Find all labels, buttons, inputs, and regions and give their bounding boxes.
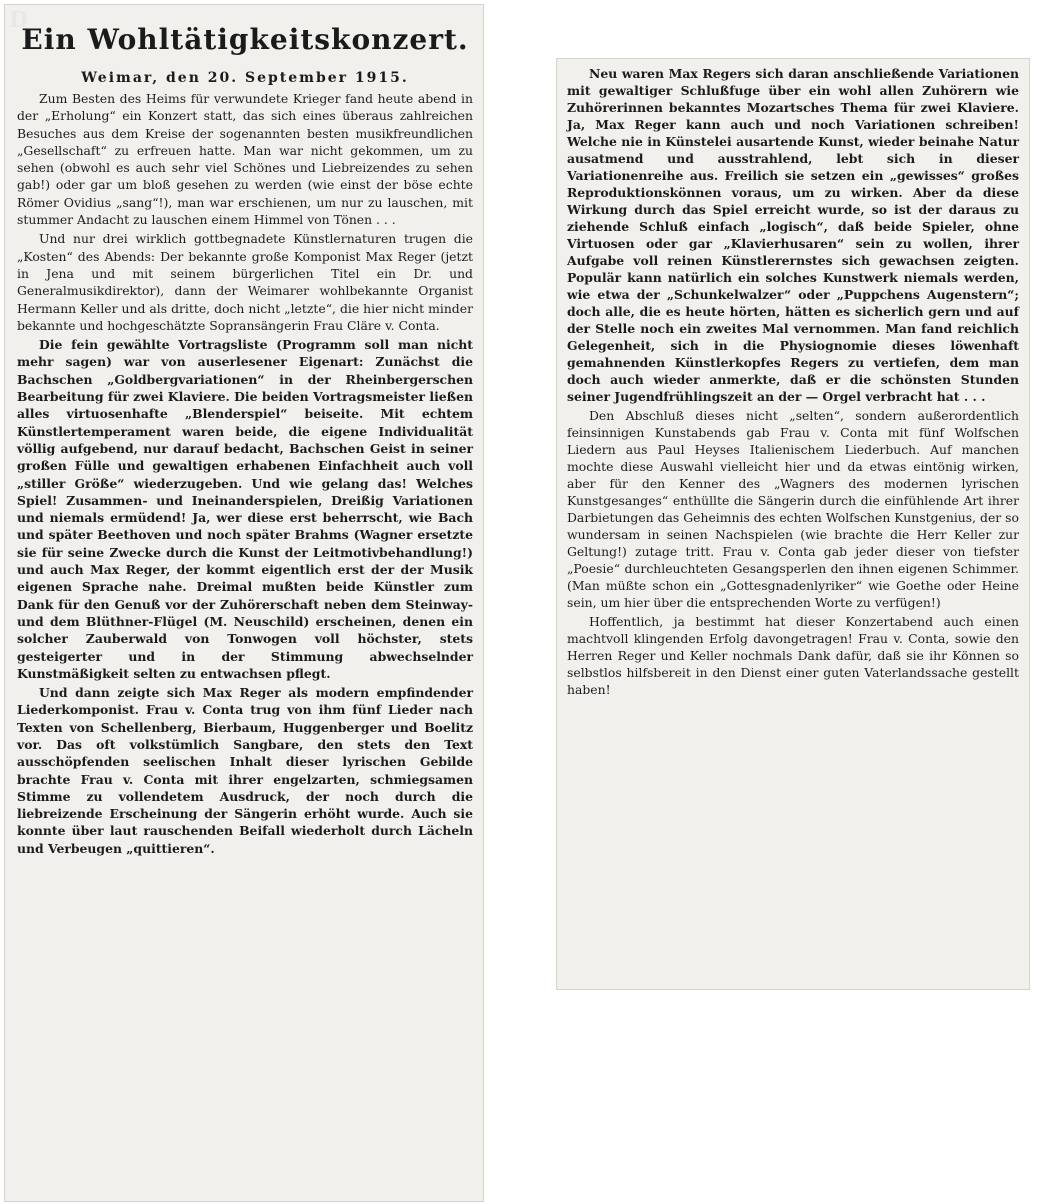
paragraph: Neu waren Max Regers sich daran anschließende Variationen mit gewaltiger Schlußfuge über ein wohl allen Zuhörern wie Zuhörerinnen bekanntes Mozartsches Thema für zwei Klaviere. Ja, Max Reger kann auch und noch Variationen schreiben! Welche nie in Künstelei ausartende Kunst, wieder beinahe Natur ausatmend und ausstrahlend, lebt sich in dieser Variationenreihe aus. Freilich sie setzen ein „gewisses“ großes Reproduktionskönnen voraus, um zu wirken. Aber da diese Wirkung durch das Spiel erreicht wurde, so ist der daraus zu ziehende Schluß einfach „logisch“, daß beide Spieler, ohne Virtuosen oder gar „Klavierhusaren“ sein zu wollen, ihrer Aufgabe voll reinen Künstlerernstes sich gewachsen zeigten. Populär kann natürlich ein solches Kunstwerk niemals werden, wie etwa der „Schunkelwalzer“ oder „Puppchens Augenstern“; doch alle, die es heute hörten, hätten es sicherlich gern und auf der Stelle noch ein zweites Mal vernommen. Man fand reichlich Gelegenheit, sich in die Physiognomie dieses löwenhaft gemahnenden Künstlerkopfes Regers zu vertiefen, dem man doch auch wieder anmerkte, daß er die schönsten Stunden seiner Jugendfrühlingszeit an der — Orgel verbracht hat . . . — [567, 66, 1019, 404]
dateline: Weimar, den 20. September 1915. — [81, 70, 409, 86]
paragraph: Den Abschluß dieses nicht „selten“, sondern außerordentlich feinsinnigen Kunstabends gab Frau v. Conta mit fünf Wolfschen Liedern aus Paul Heyses Italienischem Liederbuch. Auf manchen mochte diese Auswahl vielleicht hier und da etwas eintönig wirken, aber für den Kenner des „Wagners des modernen lyrischen Kunstgesanges“ enthüllte die Sängerin durch die einfühlende Art ihrer Darbietungen das Geheimnis des echten Wolfschen Kunstgenius, der so wundersam in seinen Nachspielen (wie brachte die Herr Keller zur Geltung!) zutage tritt. Frau v. Conta gab jeder dieser von tiefster „Poesie“ durchleuchteten Gesangsperlen den ihnen eigenen Schimmer. (Man müßte schon ein „Gottesgnadenlyriker“ wie Goethe oder Heine sein, um hier über die entsprechenden Worte zu verfügen!) — [567, 408, 1019, 610]
article-title: Ein Wohltätigkeitskonzert. — [21, 23, 469, 56]
paragraph: Hoffentlich, ja bestimmt hat dieser Konzertabend auch einen machtvoll klingenden Erfolg davongetragen! Frau v. Conta, sowie den Herren Reger und Keller nochmals Dank dafür, daß sie ihr Können so selbstlos hilfsbereit in den Dienst einer guten Vaterlandssache gestellt haben! — [567, 614, 1019, 697]
paragraph: Die fein gewählte Vortragsliste (Programm soll man nicht mehr sagen) war von auserlesener Eigenart: Zunächst die Bachschen „Goldbergvariationen“ in der Rheinbergerschen Bearbeitung für zwei Klaviere. Die beiden Vortragsmeister ließen alles virtuosenhafte „Blenderspiel“ beiseite. Mit echtem Künstlertemperament waren beide, die eigene Individualität völlig aufgebend, nur darauf bedacht, Bachschen Geist in seiner großen Fülle und gewaltigen erhabenen Einfachheit auch voll „stiller Größe“ wiederzugeben. Und wie gelang das! Welches Spiel! Zusammen- und Ineinanderspielen, Dreißig Variationen und niemals ermüdend! Ja, wer diese erst beherrscht, wie Bach und später Beethoven und noch später Brahms (Wagner ersetzte sie für seine Zwecke durch die Kunst der Leitmotivbehandlung!) und auch Max Reger, der kommt eigentlich erst der der Musik eigenen Sprache nahe. Dreimal mußten beide Künstler zum Dank für den Genuß vor der Zuhörerschaft neben dem Steinway- und dem Blüthner-Flügel (M. Neuschild) erscheinen, denen ein solcher Zauberwald von Tonwogen voll höchster, stets gesteigerter und in der Stimmung abwechselnder Kunstmäßigkeit selten zu entwachsen pflegt. — [17, 337, 473, 681]
article-right-column — [556, 58, 1030, 990]
article-left-column — [4, 4, 484, 1202]
faded-stamp-mark: D — [9, 7, 29, 33]
paragraph: Und dann zeigte sich Max Reger als modern empfindender Liederkomponist. Frau v. Conta trug von ihm fünf Lieder nach Texten von Schellenberg, Bierbaum, Huggenberger und Boelitz vor. Das oft volkstümlich Sangbare, den stets den Text ausschöpfenden seelischen Inhalt dieser lyrischen Gebilde brachte Frau v. Conta mit ihrer engelzarten, schmiegsamen Stimme zu vollendetem Ausdruck, der noch durch die liebreizende Erscheinung der Sängerin erhöht wurde. Auch sie konnte über laut rauschenden Beifall wiederholt durch Lächeln und Verbeugen „quittieren“. — [17, 685, 473, 856]
paragraph: Und nur drei wirklich gottbegnadete Künstlernaturen trugen die „Kosten“ des Abends: Der bekannte große Komponist Max Reger (jetzt in Jena und mit seinem bürgerlichen Titel ein Dr. und Generalmusikdirektor), dann der Weimarer wohlbekannte Organist Hermann Keller und als dritte, doch nicht „letzte“, die hier nicht minder bekannte und hochgeschätzte Sopransängerin Frau Cläre v. Conta. — [17, 231, 473, 333]
paragraph: Zum Besten des Heims für verwundete Krieger fand heute abend in der „Erholung“ ein Konzert statt, das sich eines überaus zahlreichen Besuches aus dem Kreise der sogenannten besten musikfreundlichen „Gesellschaft“ zu erfreuen hatte. Man war nicht gekommen, um zu sehen (obwohl es auch sehr viel Schönes und Liebreizendes zu sehen gab!) oder gar um bloß gesehen zu werden (wie einst der böse echte Römer Ovidius „sang“!), man war erschienen, um nur zu lauschen, mit stummer Andacht zu lauschen einem Himmel von Tönen . . . — [17, 91, 473, 228]
